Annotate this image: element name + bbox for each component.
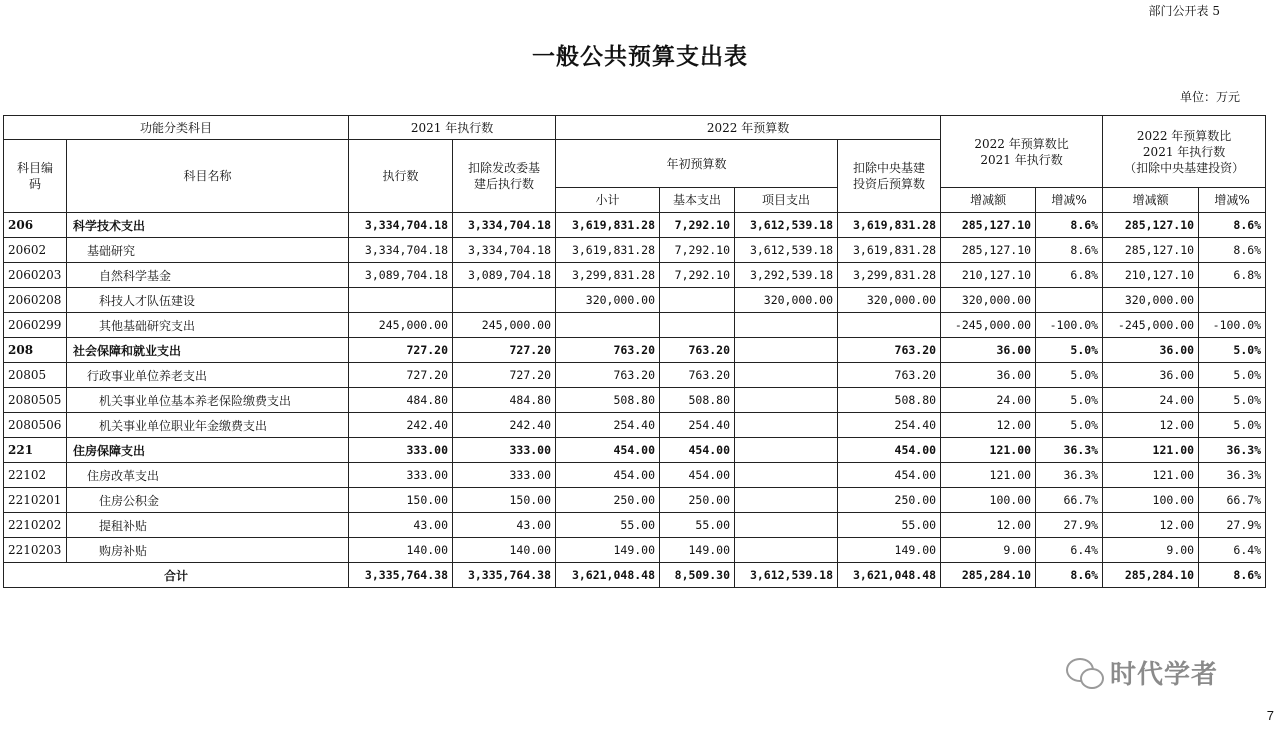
row-basic: 763.20 [660,363,735,388]
row-project [735,413,838,438]
row-exec-excl: 3,089,704.18 [453,263,556,288]
row-basic: 454.00 [660,463,735,488]
row-budget-excl: 3,619,831.28 [838,213,941,238]
row-code: 22102 [4,463,67,488]
row-project [735,513,838,538]
row-project [735,338,838,363]
total-pct2: 8.6% [1199,563,1266,588]
row-subtotal: 3,619,831.28 [556,213,660,238]
row-exec: 3,334,704.18 [349,238,453,263]
row-exec-excl: 3,334,704.18 [453,213,556,238]
row-subtotal [556,313,660,338]
total-inc2: 285,284.10 [1103,563,1199,588]
header-compare-exec: 2022 年预算数比 2021 年执行数 [941,116,1103,188]
table-row [4,288,1266,313]
row-subtotal: 3,619,831.28 [556,238,660,263]
row-pct1: 6.4% [1036,538,1103,563]
row-basic [660,288,735,313]
row-pct2: 8.6% [1199,213,1266,238]
row-pct2: -100.0% [1199,313,1266,338]
row-basic: 149.00 [660,538,735,563]
row-budget-excl: 508.80 [838,388,941,413]
header-project: 项目支出 [735,188,838,213]
header-inc-amount: 增减额 [941,188,1036,213]
row-pct2: 8.6% [1199,238,1266,263]
row-project [735,538,838,563]
row-budget-excl: 763.20 [838,338,941,363]
row-exec: 150.00 [349,488,453,513]
row-inc1: 100.00 [941,488,1036,513]
header-exec-2021: 2021 年执行数 [349,116,556,140]
row-budget-excl: 763.20 [838,363,941,388]
row-exec-excl: 333.00 [453,438,556,463]
row-name: 机关事业单位职业年金缴费支出 [67,413,349,438]
table-row [4,538,1266,563]
table-row [4,438,1266,463]
row-exec-excl: 484.80 [453,388,556,413]
row-project [735,388,838,413]
header-inc-pct: 增减% [1036,188,1103,213]
row-pct2: 5.0% [1199,388,1266,413]
header-inc-pct-2: 增减% [1199,188,1266,213]
page-number: 7 [1266,708,1274,723]
table-row [4,388,1266,413]
table-body [4,213,1266,588]
row-budget-excl: 454.00 [838,438,941,463]
row-pct2 [1199,288,1266,313]
row-exec-excl: 150.00 [453,488,556,513]
row-code: 2080505 [4,388,67,413]
row-exec: 245,000.00 [349,313,453,338]
row-code: 208 [4,338,67,363]
row-pct2: 5.0% [1199,363,1266,388]
row-exec-excl: 727.20 [453,338,556,363]
row-basic: 7,292.10 [660,263,735,288]
watermark [1064,652,1218,692]
row-exec: 140.00 [349,538,453,563]
row-budget-excl: 320,000.00 [838,288,941,313]
row-basic: 250.00 [660,488,735,513]
row-basic: 508.80 [660,388,735,413]
header-initial-budget: 年初预算数 [556,140,838,188]
row-pct1: 27.9% [1036,513,1103,538]
row-subtotal: 320,000.00 [556,288,660,313]
row-code: 2060299 [4,313,67,338]
row-subtotal: 55.00 [556,513,660,538]
table-row [4,338,1266,363]
table-row [4,413,1266,438]
row-pct1: 66.7% [1036,488,1103,513]
row-inc2: 9.00 [1103,538,1199,563]
row-exec [349,288,453,313]
row-pct1: 6.8% [1036,263,1103,288]
header-exec: 执行数 [349,140,453,213]
row-name: 机关事业单位基本养老保险缴费支出 [67,388,349,413]
row-name: 科技人才队伍建设 [67,288,349,313]
row-pct2: 36.3% [1199,463,1266,488]
row-code: 2060208 [4,288,67,313]
row-pct1: 8.6% [1036,213,1103,238]
row-subtotal: 254.40 [556,413,660,438]
row-code: 221 [4,438,67,463]
row-name: 基础研究 [67,238,349,263]
row-exec-excl: 333.00 [453,463,556,488]
header-subtotal: 小计 [556,188,660,213]
row-inc1: 36.00 [941,363,1036,388]
row-inc2: 12.00 [1103,513,1199,538]
table-row [4,238,1266,263]
header-code: 科目编 码 [4,140,67,213]
row-exec: 727.20 [349,363,453,388]
row-name: 住房保障支出 [67,438,349,463]
row-project: 320,000.00 [735,288,838,313]
row-project [735,488,838,513]
row-name: 社会保障和就业支出 [67,338,349,363]
row-inc1: 320,000.00 [941,288,1036,313]
row-inc2: 320,000.00 [1103,288,1199,313]
total-exec: 3,335,764.38 [349,563,453,588]
row-pct1: 8.6% [1036,238,1103,263]
row-pct1: 5.0% [1036,413,1103,438]
row-exec: 3,334,704.18 [349,213,453,238]
row-budget-excl: 3,299,831.28 [838,263,941,288]
row-exec: 242.40 [349,413,453,438]
unit-label: 单位：万元 [1179,90,1240,104]
row-name: 提租补贴 [67,513,349,538]
row-project: 3,612,539.18 [735,213,838,238]
row-pct2: 6.4% [1199,538,1266,563]
row-code: 20805 [4,363,67,388]
row-project [735,463,838,488]
row-name: 住房公积金 [67,488,349,513]
row-budget-excl: 55.00 [838,513,941,538]
row-code: 2060203 [4,263,67,288]
row-inc2: 36.00 [1103,338,1199,363]
row-code: 206 [4,213,67,238]
row-inc2: 100.00 [1103,488,1199,513]
row-exec-excl: 43.00 [453,513,556,538]
row-budget-excl [838,313,941,338]
row-basic: 7,292.10 [660,238,735,263]
row-pct2: 27.9% [1199,513,1266,538]
row-inc2: 121.00 [1103,463,1199,488]
row-code: 20602 [4,238,67,263]
row-inc1: 9.00 [941,538,1036,563]
row-code: 2210202 [4,513,67,538]
total-budget-excl: 3,621,048.48 [838,563,941,588]
row-subtotal: 250.00 [556,488,660,513]
row-inc2: 285,127.10 [1103,238,1199,263]
row-basic: 763.20 [660,338,735,363]
budget-table [3,115,1266,588]
table-row [4,463,1266,488]
row-budget-excl: 254.40 [838,413,941,438]
row-project [735,438,838,463]
row-exec: 3,089,704.18 [349,263,453,288]
total-row [4,563,1266,588]
total-inc1: 285,284.10 [941,563,1036,588]
row-pct1: 5.0% [1036,338,1103,363]
row-subtotal: 763.20 [556,363,660,388]
row-pct2: 5.0% [1199,413,1266,438]
row-exec-excl: 245,000.00 [453,313,556,338]
table-header [4,116,1266,213]
row-budget-excl: 3,619,831.28 [838,238,941,263]
row-exec-excl [453,288,556,313]
table-row [4,213,1266,238]
total-label: 合计 [4,563,349,588]
row-inc2: 121.00 [1103,438,1199,463]
row-basic: 7,292.10 [660,213,735,238]
total-project: 3,612,539.18 [735,563,838,588]
header-func-class: 功能分类科目 [4,116,349,140]
header-basic: 基本支出 [660,188,735,213]
row-name: 购房补贴 [67,538,349,563]
row-pct1: 5.0% [1036,363,1103,388]
page-title: 一般公共预算支出表 [532,43,748,70]
row-inc2: 12.00 [1103,413,1199,438]
watermark-text: 时代学者 [1110,659,1219,690]
row-pct2: 6.8% [1199,263,1266,288]
row-exec-excl: 242.40 [453,413,556,438]
row-pct1: -100.0% [1036,313,1103,338]
row-budget-excl: 454.00 [838,463,941,488]
row-inc2: 24.00 [1103,388,1199,413]
row-code: 2080506 [4,413,67,438]
row-subtotal: 508.80 [556,388,660,413]
row-exec: 43.00 [349,513,453,538]
row-exec: 484.80 [349,388,453,413]
row-inc2: 210,127.10 [1103,263,1199,288]
total-subtotal: 3,621,048.48 [556,563,660,588]
row-pct2: 5.0% [1199,338,1266,363]
row-pct1 [1036,288,1103,313]
row-budget-excl: 250.00 [838,488,941,513]
row-pct1: 5.0% [1036,388,1103,413]
row-inc1: -245,000.00 [941,313,1036,338]
row-inc1: 36.00 [941,338,1036,363]
row-inc2: 36.00 [1103,363,1199,388]
row-name: 住房改革支出 [67,463,349,488]
row-inc1: 121.00 [941,438,1036,463]
row-exec: 727.20 [349,338,453,363]
row-project [735,363,838,388]
row-name: 行政事业单位养老支出 [67,363,349,388]
row-basic: 55.00 [660,513,735,538]
wechat-icon [1064,652,1104,692]
header-budget-excl: 扣除中央基建 投资后预算数 [838,140,941,213]
row-subtotal: 763.20 [556,338,660,363]
row-basic: 254.40 [660,413,735,438]
row-inc1: 285,127.10 [941,238,1036,263]
row-subtotal: 3,299,831.28 [556,263,660,288]
row-pct2: 66.7% [1199,488,1266,513]
row-project [735,313,838,338]
row-name: 自然科学基金 [67,263,349,288]
header-exec-excl: 扣除发改委基 建后执行数 [453,140,556,213]
row-name: 科学技术支出 [67,213,349,238]
table-row [4,313,1266,338]
row-subtotal: 454.00 [556,463,660,488]
table-row [4,488,1266,513]
row-project: 3,292,539.18 [735,263,838,288]
row-inc1: 12.00 [941,413,1036,438]
total-basic: 8,509.30 [660,563,735,588]
total-exec-excl: 3,335,764.38 [453,563,556,588]
row-inc1: 24.00 [941,388,1036,413]
row-inc2: 285,127.10 [1103,213,1199,238]
header-name: 科目名称 [67,140,349,213]
total-pct1: 8.6% [1036,563,1103,588]
table-row [4,263,1266,288]
header-compare-exec-excl: 2022 年预算数比 2021 年执行数 （扣除中央基建投资） [1103,116,1266,188]
row-basic: 454.00 [660,438,735,463]
row-pct2: 36.3% [1199,438,1266,463]
header-budget-2022: 2022 年预算数 [556,116,941,140]
row-project: 3,612,539.18 [735,238,838,263]
row-pct1: 36.3% [1036,438,1103,463]
row-inc1: 12.00 [941,513,1036,538]
row-exec: 333.00 [349,463,453,488]
row-exec-excl: 727.20 [453,363,556,388]
row-inc1: 121.00 [941,463,1036,488]
table-row [4,513,1266,538]
row-subtotal: 454.00 [556,438,660,463]
row-inc2: -245,000.00 [1103,313,1199,338]
row-subtotal: 149.00 [556,538,660,563]
row-inc1: 210,127.10 [941,263,1036,288]
row-inc1: 285,127.10 [941,213,1036,238]
row-exec-excl: 3,334,704.18 [453,238,556,263]
row-basic [660,313,735,338]
row-name: 其他基础研究支出 [67,313,349,338]
row-pct1: 36.3% [1036,463,1103,488]
row-exec: 333.00 [349,438,453,463]
row-code: 2210201 [4,488,67,513]
row-code: 2210203 [4,538,67,563]
row-exec-excl: 140.00 [453,538,556,563]
row-budget-excl: 149.00 [838,538,941,563]
header-inc-amount-2: 增减额 [1103,188,1199,213]
table-row [4,363,1266,388]
table-number-note: 部门公开表 5 [1148,4,1220,18]
